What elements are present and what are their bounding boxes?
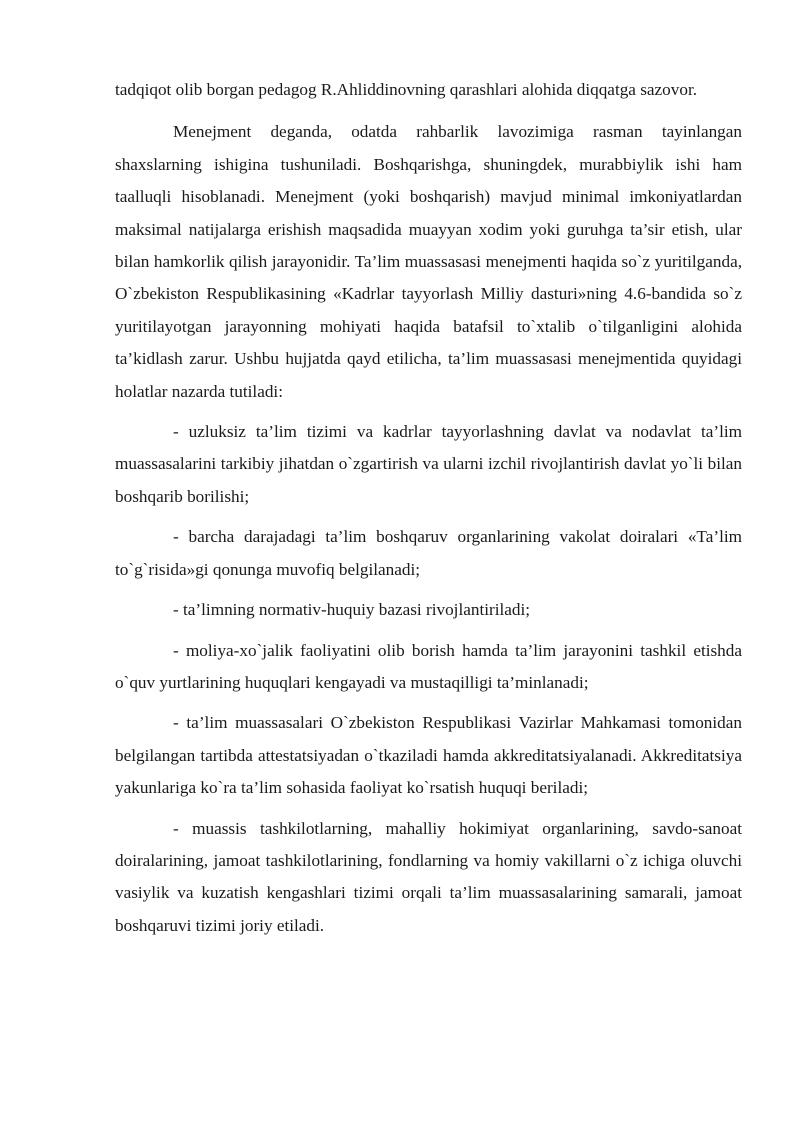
menejment-paragraph: Menejment deganda, odatda rahbarlik lavozimiga rasman tayinlangan shaxslarning ishigina tushuniladi. Boshqarishga, shuningdek, murabbiylik ishi ham taalluqli hisoblanadi. Menejment (yoki boshqarish) mavjud minimal imkoniyatlardan maksimal natijalarga erishish maqsadida muayyan xodim yoki guruhga ta’sir etish, ular bilan hamkorlik qilish jarayonidir. Ta’lim muassasasi menejmenti haqida so`z yuritilganda, O`zbekiston Respublikasining «Kadrlar tayyorlash Milliy dasturi»ning 4.6-bandida so`z yuritilayotgan jarayonning mohiyati haqida batafsil to`xtalib o`tilganligini alohida ta’kidlash zarur. Ushbu hujjatda qayd etilicha, ta’lim muassasasi menejmentida quyidagi holatlar nazarda tutiladi: [115, 122, 742, 401]
list-item: - moliya-xo`jalik faoliyatini olib borish hamda ta’lim jarayonini tashkil etishda o`quv yurtlarining huquqlari kengayadi va mustaqilligi ta’minlanadi; [115, 640, 742, 692]
list-item: - barcha darajadagi ta’lim boshqaruv organlarining vakolat doiralari «Ta’lim to`g`risida»gi qonunga muvofiq belgilanadi; [115, 527, 742, 579]
list-item: - muassis tashkilotlarning, mahalliy hokimiyat organlarining, savdo-sanoat doiralarining, jamoat tashkilotlarining, fondlarning va homiy vakillarni o`z ichiga oluvchi vasiylik va kuzatish kengashlari tizimi orqali ta’lim muassasalarining samarali, jamoat boshqaruvi tizimi joriy etiladi. [115, 818, 742, 935]
list-item: - ta’limning normativ-huquiy bazasi rivojlantiriladi; [173, 600, 531, 620]
list-item: - ta’lim muassasalari O`zbekiston Respublikasi Vazirlar Mahkamasi tomonidan belgilangan tartibda attestatsiyadan o`tkaziladi hamda akkreditatsiyalanadi. Akkreditatsiya yakunlariga ko`ra ta’lim sohasida faoliyat ko`rsatish huquqi beriladi; [115, 713, 742, 798]
list-item: - uzluksiz ta’lim tizimi va kadrlar tayyorlashning davlat va nodavlat ta’lim muassasalarini tarkibiy jihatdan o`zgartirish va ularni izchil rivojlantirish davlat yo`li bilan boshqarib borilishi; [115, 422, 742, 506]
continuation-paragraph: tadqiqot olib borgan pedagog R.Ahliddinovning qarashlari alohida diqqatga sazovor. [115, 80, 698, 99]
provisions-list [115, 416, 742, 942]
document-body [115, 74, 742, 942]
